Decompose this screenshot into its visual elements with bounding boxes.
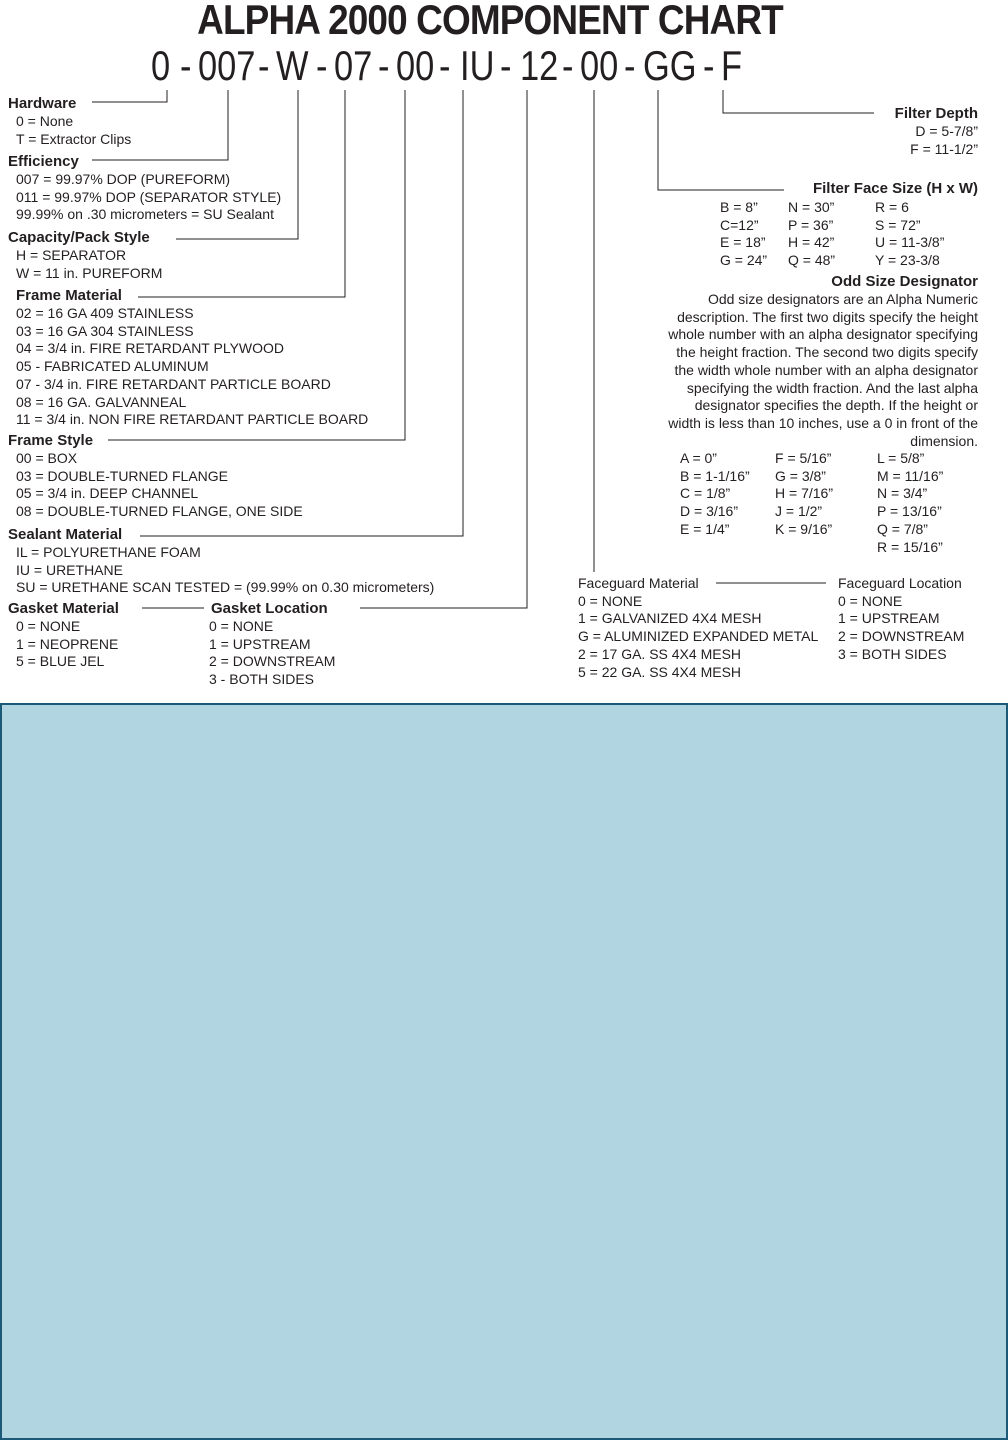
odd-size-description-line: the height fraction. The second two digits specify — [676, 344, 978, 361]
seg-sealant: IU — [460, 42, 495, 89]
face-size-option: N = 30” — [788, 199, 835, 215]
odd-size-option: K = 9/16” — [775, 520, 833, 537]
filter-depth-section — [895, 105, 978, 158]
frame-material-heading: Frame Material — [16, 287, 122, 304]
dash-4: - — [378, 42, 390, 89]
face-size-heading-wrap — [813, 180, 978, 198]
blank-blue-panel — [0, 703, 1008, 1440]
odd-size-option — [775, 539, 877, 557]
dash-1: - — [180, 42, 192, 89]
frame-material-option: 04 = 3/4 in. FIRE RETARDANT PLYWOOD — [16, 340, 285, 357]
odd-size-description-line: width is less than 10 inches, use a 0 in front of the — [668, 414, 978, 431]
gasket-location-heading: Gasket Location — [211, 600, 328, 617]
frame-style-option: 08 = DOUBLE-TURNED FLANGE, ONE SIDE — [16, 503, 303, 520]
faceguard-material-option: 5 = 22 GA. SS 4X4 MESH — [578, 663, 742, 680]
capacity-heading: Capacity/Pack Style — [8, 229, 150, 246]
gasket-location-option: 1 = UPSTREAM — [209, 635, 311, 652]
capacity-option: H = SEPARATOR — [16, 247, 127, 263]
faceguard-location-option: 0 = NONE — [838, 592, 903, 609]
seg-gasket: 12 — [520, 42, 559, 89]
odd-size-option: G = 3/8” — [775, 467, 826, 484]
seg-frame-style: 00 — [396, 42, 435, 89]
filter-depth-option: D = 5-7/8” — [915, 123, 978, 139]
faceguard-location-option: 2 = DOWNSTREAM — [838, 628, 965, 645]
faceguard-location-option: 1 = UPSTREAM — [838, 610, 940, 627]
frame-material-option: 02 = 16 GA 409 STAINLESS — [16, 305, 194, 321]
odd-size-heading: Odd Size Designator — [831, 273, 978, 290]
frame-style-heading: Frame Style — [8, 432, 94, 449]
dash-8: - — [624, 42, 636, 89]
hardware-option: 0 = None — [16, 113, 74, 129]
face-size-option: S = 72” — [875, 216, 921, 233]
odd-size-option: D = 3/16” — [680, 503, 738, 520]
face-size-option: G = 24” — [720, 252, 768, 269]
odd-size-option: B = 1-1/16” — [680, 467, 750, 484]
odd-size-section — [618, 273, 978, 450]
seg-faceguard: 00 — [580, 42, 619, 89]
face-size-option: E = 18” — [720, 234, 766, 251]
odd-size-option: N = 3/4” — [877, 485, 928, 502]
face-size-option: R = 6 — [875, 199, 909, 215]
sealant-option: IL = POLYURETHANE FOAM — [16, 544, 201, 560]
face-size-option: P = 36” — [788, 216, 834, 233]
faceguard-location-heading: Faceguard Location — [838, 575, 962, 591]
odd-size-option: R = 15/16” — [877, 538, 943, 555]
frame-material-option: 05 - FABRICATED ALUMINUM — [16, 358, 209, 375]
frame-material-option: 11 = 3/4 in. NON FIRE RETARDANT PARTICLE BOARD — [16, 411, 369, 428]
gasket-material-option: 1 = NEOPRENE — [16, 635, 119, 652]
gasket-material-heading: Gasket Material — [8, 600, 119, 617]
frame-material-section — [8, 287, 368, 429]
gasket-location-option: 2 = DOWNSTREAM — [209, 653, 336, 670]
odd-size-option: L = 5/8” — [877, 450, 925, 466]
dash-7: - — [562, 42, 574, 89]
gasket-material-section — [8, 600, 119, 671]
filter-depth-option: F = 11-1/2” — [910, 140, 978, 157]
odd-size-option: J = 1/2” — [775, 503, 823, 520]
capacity-section — [8, 229, 162, 282]
gasket-material-option: 0 = NONE — [16, 618, 81, 634]
seg-capacity: W — [276, 42, 309, 89]
seg-hardware: 0 — [151, 42, 171, 89]
dash-3: - — [316, 42, 328, 89]
gasket-location-section — [209, 600, 335, 689]
odd-size-option: M = 11/16” — [877, 467, 944, 484]
odd-size-option: F = 5/16” — [775, 450, 832, 466]
odd-size-option: P = 13/16” — [877, 503, 942, 520]
face-size-option: H = 42” — [788, 234, 835, 251]
odd-size-description-line: description. The first two digits specify the height — [677, 308, 978, 325]
face-size-heading: Filter Face Size (H x W) — [812, 180, 978, 197]
frame-style-option: 03 = DOUBLE-TURNED FLANGE — [16, 467, 228, 484]
faceguard-material-option: 1 = GALVANIZED 4X4 MESH — [578, 610, 762, 627]
odd-size-description-line: the width whole number with an alpha designator — [674, 361, 978, 378]
frame-material-option: 03 = 16 GA 304 STAINLESS — [16, 322, 194, 339]
efficiency-option: 99.99% on .30 micrometers = SU Sealant — [16, 206, 274, 223]
frame-material-option: 07 - 3/4 in. FIRE RETARDANT PARTICLE BOARD — [16, 375, 331, 392]
face-size-option: U = 11-3/8” — [875, 234, 945, 251]
gasket-location-option: 3 - BOTH SIDES — [209, 671, 315, 688]
face-size-grid — [720, 199, 965, 270]
face-size-option: Q = 48” — [788, 252, 836, 269]
dash-5: - — [439, 42, 451, 89]
hardware-option: T = Extractor Clips — [16, 130, 132, 147]
frame-style-section — [8, 432, 303, 521]
sealant-section — [8, 526, 434, 597]
odd-size-option: C = 1/8” — [680, 485, 731, 502]
efficiency-option: 011 = 99.97% DOP (SEPARATOR STYLE) — [16, 188, 282, 205]
seg-depth: F — [721, 42, 743, 89]
sealant-heading: Sealant Material — [8, 526, 123, 543]
faceguard-material-option: G = ALUMINIZED EXPANDED METAL — [578, 628, 819, 645]
chart-title: ALPHA 2000 COMPONENT CHART — [197, 0, 783, 43]
efficiency-option: 007 = 99.97% DOP (PUREFORM) — [16, 171, 231, 187]
dash-2: - — [258, 42, 270, 89]
sealant-option: IU = URETHANE — [16, 561, 123, 578]
sealant-option: SU = URETHANE SCAN TESTED = (99.99% on 0.30 micrometers) — [16, 579, 435, 596]
odd-size-option — [680, 539, 775, 557]
face-size-option: C=12” — [720, 216, 759, 233]
capacity-option: W = 11 in. PUREFORM — [16, 264, 163, 281]
filter-depth-heading: Filter Depth — [894, 105, 978, 122]
frame-style-option: 05 = 3/4 in. DEEP CHANNEL — [16, 485, 199, 502]
odd-size-description-line: specifying the width fraction. And the last alpha — [686, 379, 978, 396]
odd-size-description-line: whole number with an alpha designator specifying — [668, 326, 978, 343]
faceguard-material-heading: Faceguard Material — [578, 575, 699, 591]
odd-size-option: E = 1/4” — [680, 520, 730, 537]
faceguard-material-section — [578, 575, 818, 681]
odd-size-description-line: designator specifies the depth. If the height or — [694, 397, 978, 414]
gasket-location-option: 0 = NONE — [209, 618, 274, 634]
hardware-heading: Hardware — [8, 95, 77, 112]
frame-style-option: 00 = BOX — [16, 450, 78, 466]
dash-6: - — [500, 42, 512, 89]
faceguard-material-option: 0 = NONE — [578, 592, 643, 609]
efficiency-heading: Efficiency — [8, 153, 79, 170]
faceguard-location-section — [838, 575, 964, 664]
frame-material-option: 08 = 16 GA. GALVANNEAL — [16, 393, 187, 410]
dash-9: - — [703, 42, 715, 89]
efficiency-section — [8, 153, 281, 224]
faceguard-location-option: 3 = BOTH SIDES — [838, 645, 947, 662]
odd-size-grid — [680, 450, 977, 556]
gasket-material-option: 5 = BLUE JEL — [16, 653, 105, 670]
seg-efficiency: 007 — [198, 42, 256, 89]
leader-face-size — [658, 90, 784, 190]
odd-size-option: A = 0” — [680, 450, 717, 466]
face-size-option: B = 8” — [720, 199, 758, 215]
face-size-option: Y = 23-3/8 — [875, 252, 940, 269]
seg-face-size: GG — [643, 42, 697, 89]
hardware-section — [8, 95, 131, 148]
odd-size-description-line: dimension. — [910, 432, 978, 449]
odd-size-option: Q = 7/8” — [877, 520, 928, 537]
faceguard-material-option: 2 = 17 GA. SS 4X4 MESH — [578, 645, 742, 662]
odd-size-option: H = 7/16” — [775, 485, 833, 502]
odd-size-description-line: Odd size designators are an Alpha Numeric — [707, 291, 978, 307]
seg-frame-material: 07 — [334, 42, 373, 89]
leader-filter-depth — [723, 90, 874, 113]
